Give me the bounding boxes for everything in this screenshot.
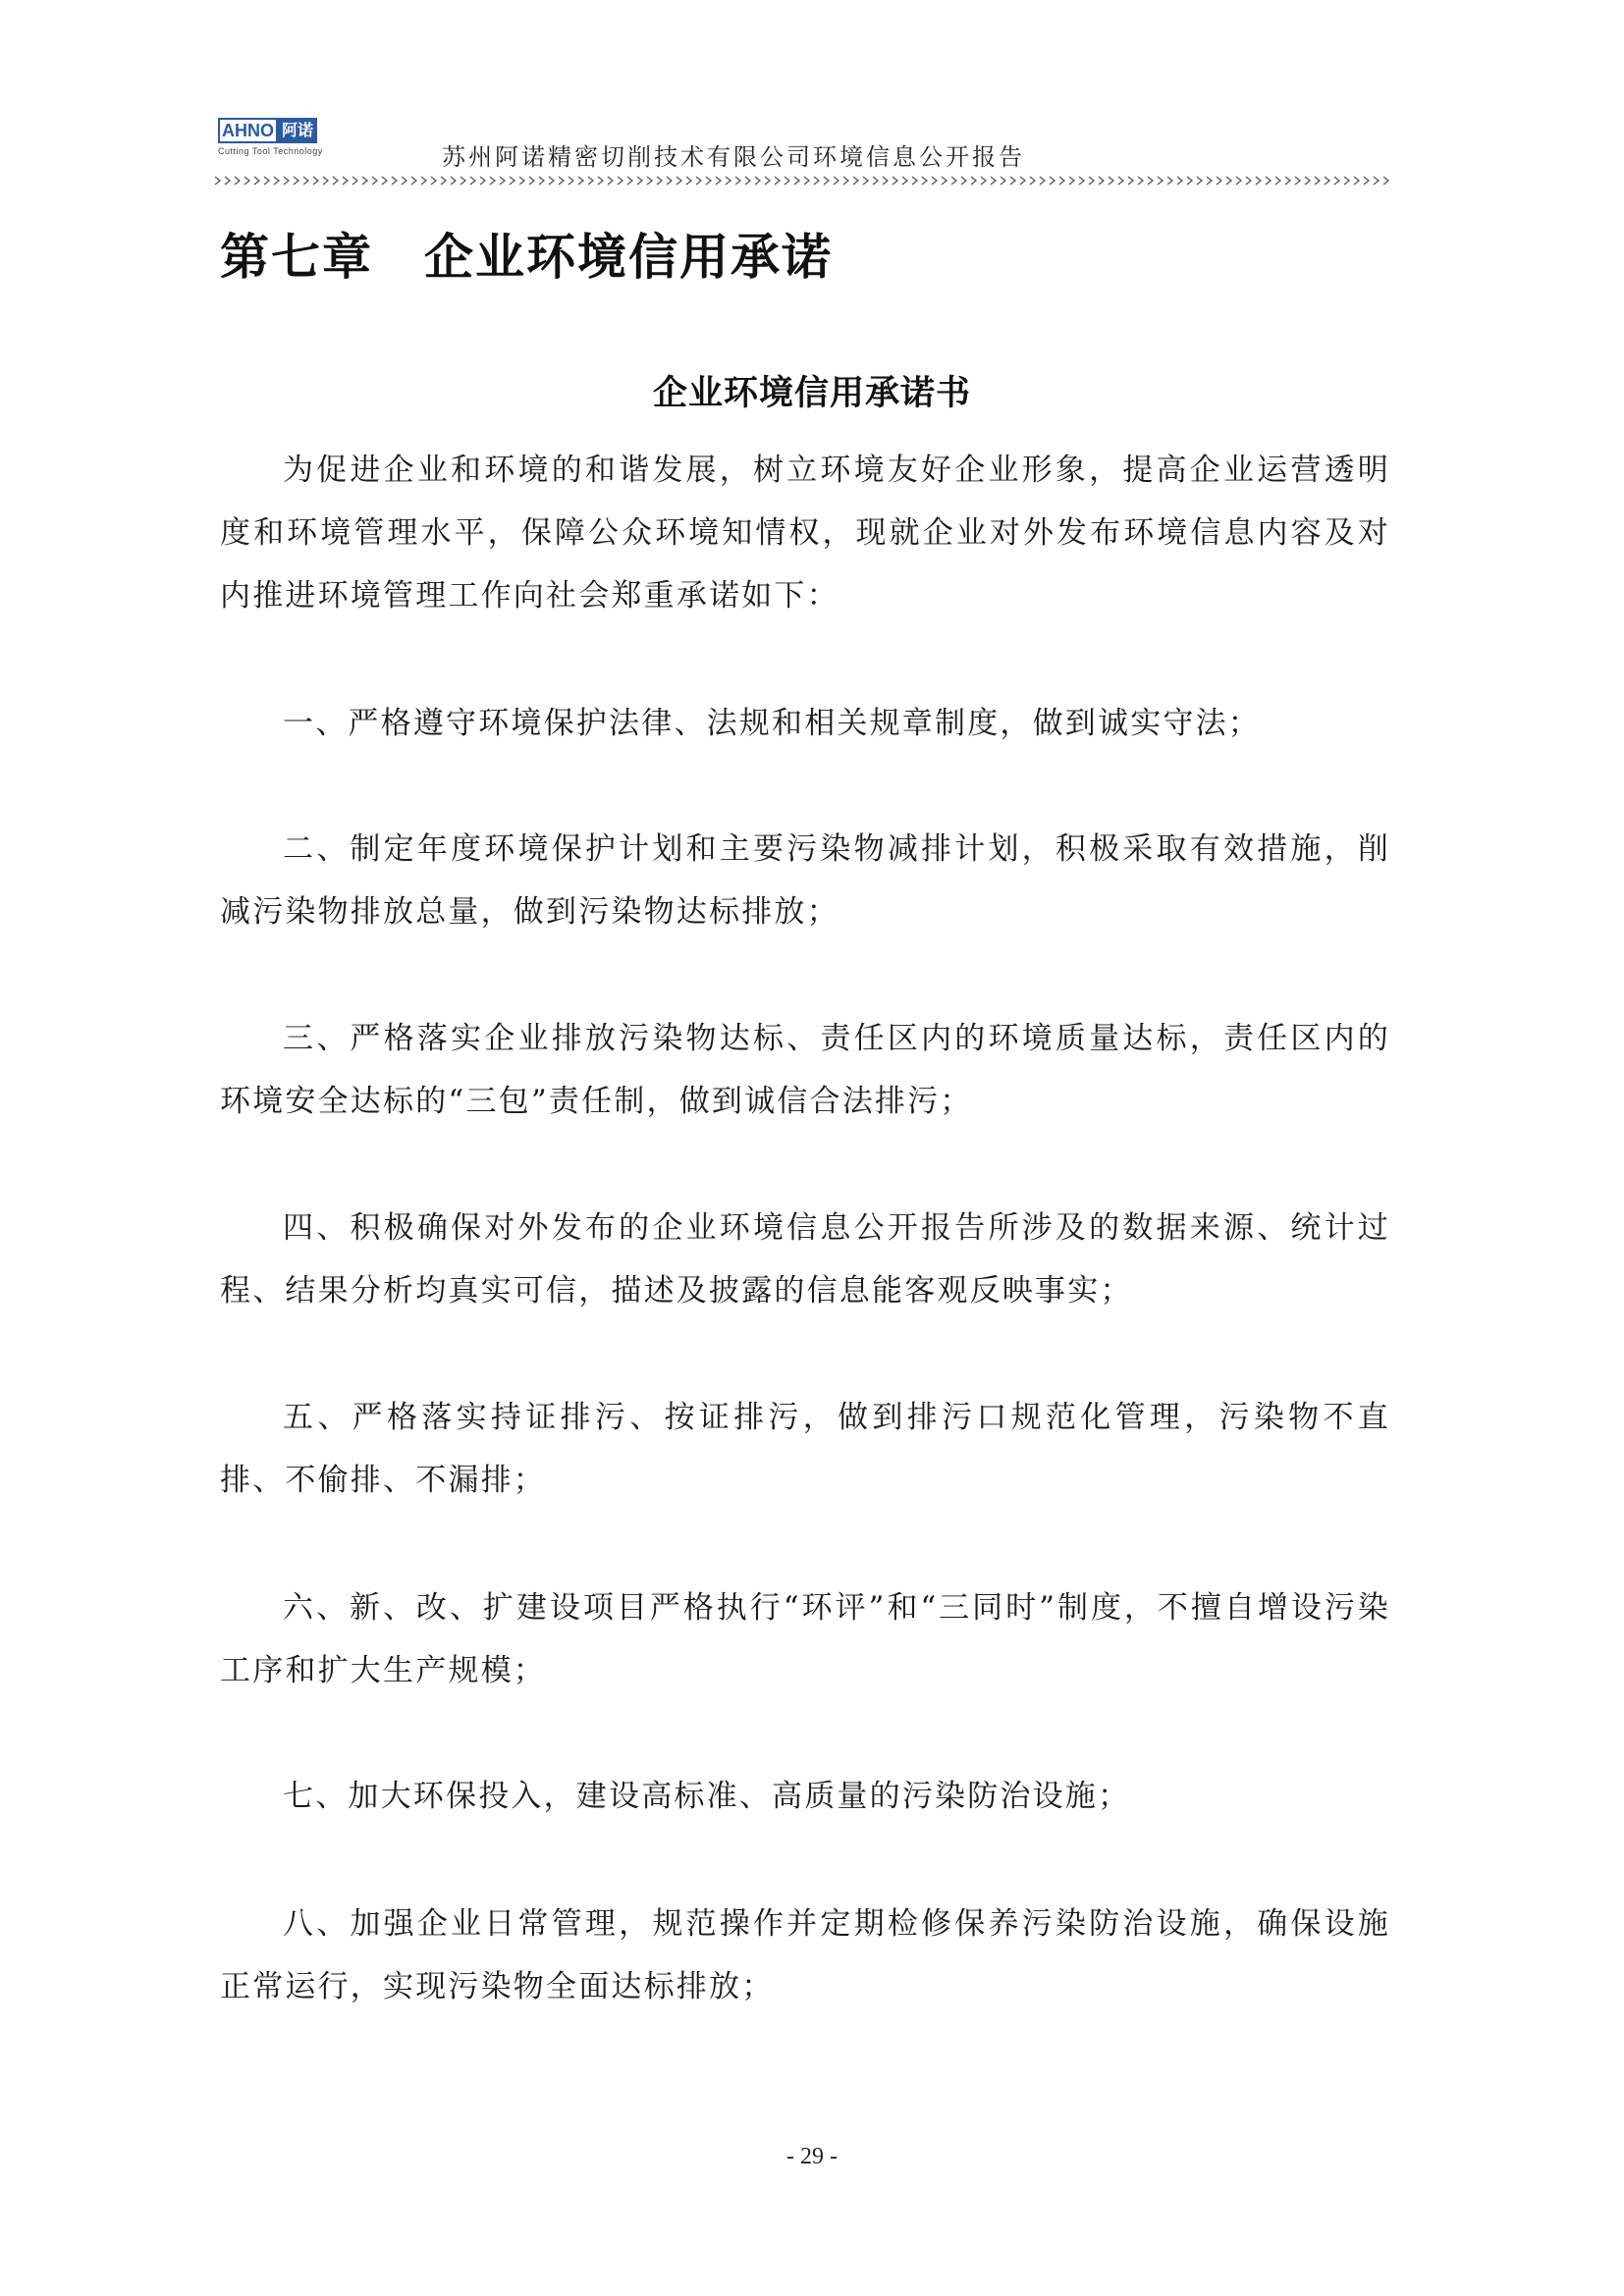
chapter-number: 第七章 [220,228,373,286]
commitment-item-2: 二、制定年度环境保护计划和主要污染物减排计划，积极采取有效措施，削减污染物排放总量，做到污染物达标排放； [220,831,1390,930]
header-divider [214,175,1392,187]
company-logo [218,118,334,165]
intro-paragraph: 为促进企业和环境的和谐发展，树立环境友好企业形象，提高企业运营透明度和环境管理水平，保障公众环境知情权，现就企业对外发布环境信息内容及对内推进环境管理工作向社会郑重承诺如下： [220,453,1390,614]
page-header [214,110,1388,179]
commitment-item-4: 四、积极确保对外发布的企业环境信息公开报告所涉及的数据来源、统计过程、结果分析均真实可信，描述及披露的信息能客观反映事实； [220,1210,1390,1308]
commitment-item-7: 七、加大环保投入，建设高标准、高质量的污染防治设施； [283,1779,1131,1814]
commitment-item-1: 一、严格遵守环境保护法律、法规和相关规章制度，做到诚实守法； [283,706,1261,741]
page-number: - 29 - [786,2144,838,2169]
logo-cn-text: 阿诺 [278,118,317,143]
commitment-item-8: 八、加强企业日常管理，规范操作并定期检修保养污染防治设施，确保设施正常运行，实现污染物全面达标排放； [220,1906,1390,2004]
document-title: 企业环境信用承诺书 [652,374,971,413]
chapter-name: 企业环境信用承诺 [424,228,833,286]
chapter-title [220,218,833,289]
logo-subtitle: Cutting Tool Technology [218,146,323,156]
commitment-item-5: 五、严格落实持证排污、按证排污，做到排污口规范化管理，污染物不直排、不偷排、不漏排； [220,1400,1390,1498]
commitment-item-3: 三、严格落实企业排放污染物达标、责任区内的环境质量达标，责任区内的环境安全达标的“三包”责任制，做到诚信合法排污； [220,1021,1390,1119]
commitment-item-6: 六、新、改、扩建设项目严格执行“环评”和“三同时”制度，不擅自增设污染工序和扩大生产规模； [220,1590,1390,1688]
header-title: 苏州阿诺精密切削技术有限公司环境信息公开报告 [442,143,1025,171]
logo-en-text: AHNO [218,118,278,143]
